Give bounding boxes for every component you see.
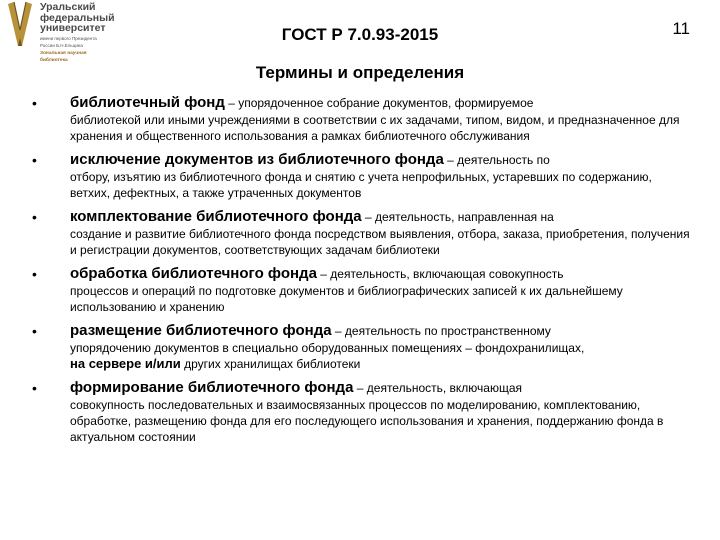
logo-library-1: Зональная научная: [40, 50, 87, 56]
logo-library-2: библиотека: [40, 58, 68, 63]
bullet: •: [32, 323, 37, 339]
definition-start: – деятельность по: [443, 153, 550, 167]
list-item: [30, 265, 690, 315]
list-item: [30, 94, 690, 144]
bullet: •: [32, 209, 37, 225]
page-number: 11: [672, 19, 690, 38]
logo-line-1: Уральский: [40, 1, 96, 13]
term: обработка библиотечного фонда: [70, 265, 317, 282]
logo-line-2: федеральный: [40, 11, 115, 24]
logo-line-3: университет: [40, 22, 106, 34]
term: исключение документов из библиотечного фонда: [70, 151, 444, 168]
list-item: [30, 379, 690, 445]
definition-body-text: упорядочению документов в специально оборудованных помещениях – фондохранилищах,: [70, 341, 585, 355]
list-item: [30, 151, 690, 201]
logo-small-1: имени первого Президента: [40, 35, 97, 41]
page-title: ГОСТ Р 7.0.93-2015: [281, 25, 439, 44]
term: размещение библиотечного фонда: [70, 322, 332, 339]
bullet: •: [32, 380, 37, 396]
definition-start: – деятельность, включающая совокупность: [316, 267, 564, 281]
bullet: •: [32, 95, 37, 111]
definition-start: – упорядоченное собрание документов, формируемое: [224, 96, 534, 110]
bullet: •: [32, 152, 37, 168]
definitions-list: [30, 94, 690, 452]
list-item: [30, 322, 690, 372]
term: формирование библиотечного фонда: [70, 379, 354, 396]
definition-body-bold: на сервере и/или: [70, 356, 181, 371]
definition-body: создание и развитие библиотечного фонда посредством выявления, отбора, заказа, приобретения, получения и регистрации документов, соответствующих задачам библиотеки: [70, 227, 690, 257]
definition-body: [70, 340, 690, 372]
definition-start: – деятельность, направленная на: [361, 210, 554, 224]
section-subtitle: Термины и определения: [255, 63, 465, 82]
bullet: •: [32, 266, 37, 282]
definition-body: процессов и операций по подготовке документов и библиографических записей к их дальнейшему использованию и хранению: [70, 284, 623, 314]
term: библиотечный фонд: [70, 94, 225, 111]
definition-body: отбору, изъятию из библиотечного фонда и снятию с учета непрофильных, устаревших по содержанию, ветхих, дефектных, а также утраченных документов: [70, 170, 652, 200]
definition-start: – деятельность по пространственному: [331, 324, 551, 338]
definition-body: совокупность последовательных и взаимосвязанных процессов по моделированию, комплектованию, обработке, размещению фонда для его последующего использования и хранения, поддержанию фонда в актуальном состоянии: [70, 398, 664, 444]
definition-start: – деятельность, включающая: [353, 381, 523, 395]
list-item: [30, 208, 690, 258]
term: комплектование библиотечного фонда: [70, 208, 362, 225]
definition-body: библиотекой или иными учреждениями в соответствии с их задачами, типом, видом, и предназначенное для хранения и общественного использования а рамках библиотечного обслуживания: [70, 113, 680, 143]
definition-body-tail: других хранилищах библиотеки: [180, 357, 361, 371]
logo-small-2: России Б.Н.Ельцина: [40, 43, 83, 48]
